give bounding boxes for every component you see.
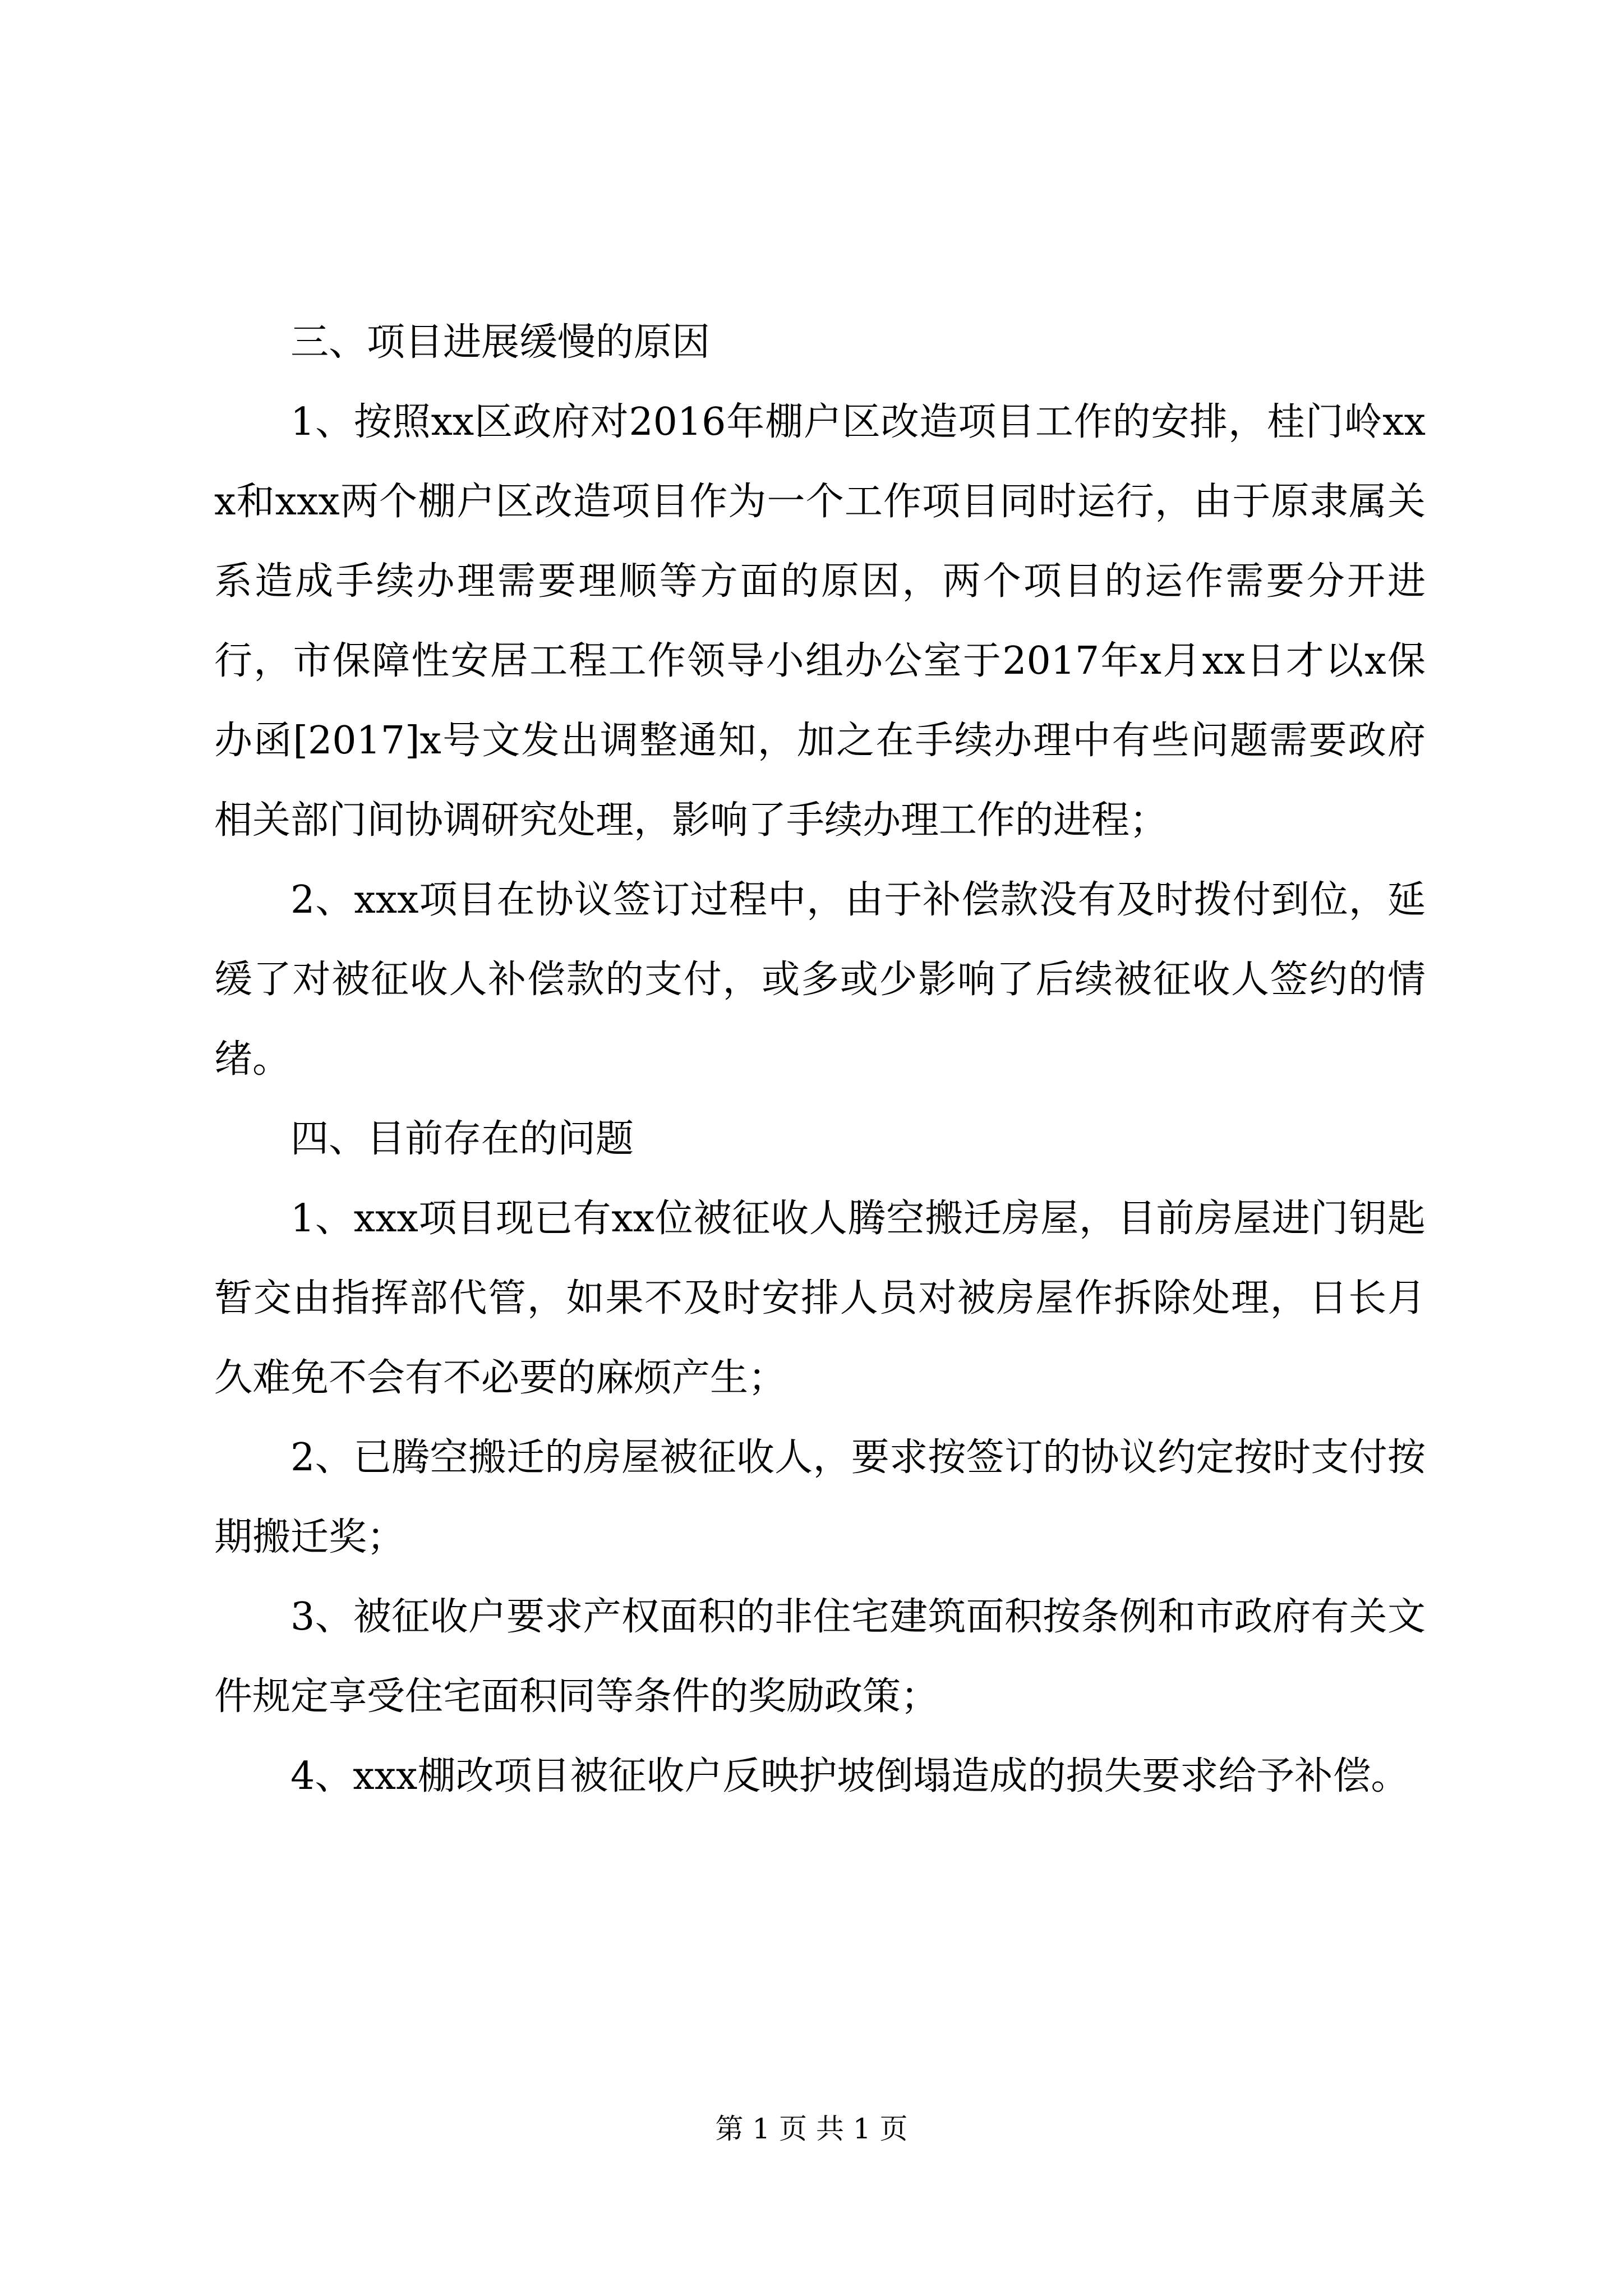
- reasons-paragraph-2: 2、xxx项目在协议签订过程中，由于补偿款没有及时拨付到位，延缓了对被征收人补偿款的支付，或多或少影响了后续被征收人签约的情绪。: [214, 878, 1426, 1082]
- problems-paragraph-1: 1、xxx项目现已有xx位被征收人腾空搬迁房屋，目前房屋进门钥匙暂交由指挥部代管，如果不及时安排人员对被房屋作拆除处理，日长月久难免不会有不必要的麻烦产生；: [214, 1197, 1426, 1400]
- section-heading-problems: 四、目前存在的问题: [291, 1117, 634, 1161]
- problems-paragraph-3: 3、被征收户要求产权面积的非住宅建筑面积按条例和市政府有关文件规定享受住宅面积同等条件的奖励政策；: [214, 1595, 1426, 1719]
- reasons-paragraph-1: 1、按照xx区政府对2016年棚户区改造项目工作的安排，桂门岭xxx和xxx两个棚户区改造项目作为一个工作项目同时运行，由于原隶属关系造成手续办理需要理顺等方面的原因，两个项目的运作需要分开进行，市保障性安居工程工作领导小组办公室于2017年x月xx日才以x保办函[2017]x号文发出调整通知，加之在手续办理中有些问题需要政府相关部门间协调研究处理，影响了手续办理工作的进程；: [214, 400, 1426, 843]
- problems-paragraph-2: 2、已腾空搬迁的房屋被征收人，要求按签订的协议约定按时支付按期搬迁奖；: [214, 1435, 1426, 1559]
- problems-paragraph-4: 4、xxx棚改项目被征收户反映护坡倒塌造成的损失要求给予补偿。: [291, 1754, 1409, 1798]
- page-footer: 第 1 页 共 1 页: [715, 2113, 908, 2145]
- document-body: [214, 303, 1426, 1816]
- section-heading-reasons: 三、项目进展缓慢的原因: [291, 320, 711, 365]
